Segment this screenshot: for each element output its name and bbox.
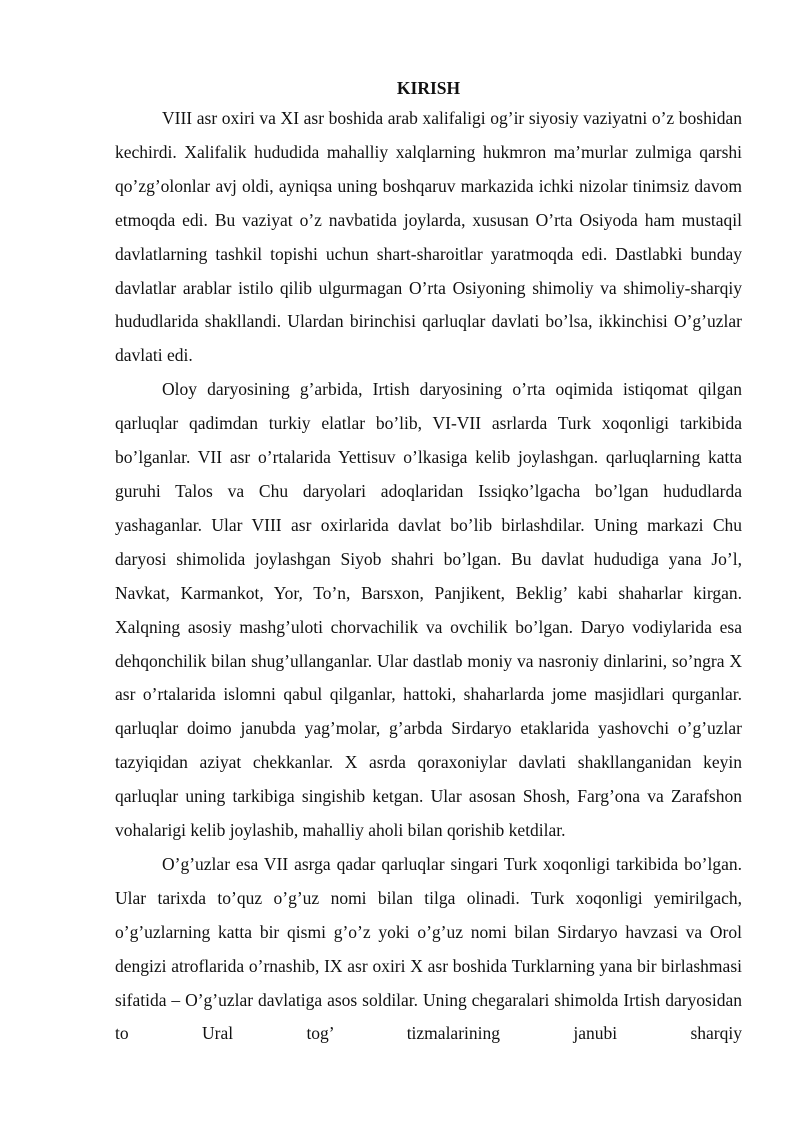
page-title: KIRISH bbox=[396, 78, 461, 98]
document-body bbox=[115, 74, 742, 1051]
paragraph-1: VIII asr oxiri va XI asr boshida arab xalifaligi og’ir siyosiy vaziyatni o’z boshidan kechirdi. Xalifalik hududida mahalliy xalqlarning hukmron ma’murlar zulmiga qarshi qo’zg’olonlar avj oldi, ayniqsa uning boshqaruv markazida ichki nizolar tinimsiz davom etmoqda edi. Bu vaziyat o’z navbatida joylarda, xususan O’rta Osiyoda ham mustaqil davlatlarning tashkil topishi uchun shart-sharoitlar yaratmoqda edi. Dastlabki bunday davlatlar arablar istilo qilib ulgurmagan O’rta Osiyoning shimoliy va shimoliy-sharqiy hududlarida shakllandi. Ulardan birinchisi qarluqlar davlati bo’lsa, ikkinchisi O’g’uzlar davlati edi. bbox=[115, 108, 742, 366]
paragraph-2: Oloy daryosining g’arbida, Irtish daryosining o’rta oqimida istiqomat qilgan qarluqlar qadimdan turkiy elatlar bo’lib, VI-VII asrlarda Turk xoqonligi tarkibida bo’lganlar. VII asr o’rtalarida Yettisuv o’lkasiga kelib joylashgan. qarluqlarning katta guruhi Talos va Chu daryolari adoqlaridan Issiqko’lgacha bo’lgan hududlarda yashaganlar. Ular VIII asr oxirlarida davlat bo’lib birlashdilar. Uning markazi Chu daryosi shimolida joylashgan Siyob shahri bo’lgan. Bu davlat hududiga yana Jo’l, Navkat, Karmankot, Yor, To’n, Barsxon, Panjikent, Beklig’ kabi shaharlar kirgan. Xalqning asosiy mashg’uloti chorvachilik va ovchilik bo’lgan. Daryo vodiylarida esa dehqonchilik bilan shug’ullanganlar. Ular dastlab moniy va nasroniy dinlarini, so’ngra X asr o’rtalarida islomni qabul qilganlar, hattoki, shaharlarda jome masjidlari qurganlar. qarluqlar doimo janubda yag’molar, g’arbda Sirdaryo etaklarida yashovchi o’g’uzlar tazyiqidan aziyat chekkanlar. X asrda qoraxoniylar davlati shakllanganidan keyin qarluqlar uning tarkibiga singishib ketgan. Ular asosan Shosh, Farg’ona va Zarafshon vohalarigi kelib joylashib, mahalliy aholi bilan qorishib ketdilar. bbox=[115, 379, 742, 841]
paragraph-3: O’g’uzlar esa VII asrga qadar qarluqlar singari Turk xoqonligi tarkibida bo’lgan. Ular tarixda to’quz o’g’uz nomi bilan tilga olinadi. Turk xoqonligi yemirilgach, o’g’uzlarning katta bir qismi g’o’z yoki o’g’uz nomi bilan Sirdaryo havzasi va Orol dengizi atroflarida o’rnashib, IX asr oxiri X asr boshida Turklarning yana bir birlashmasi sifatida – O’g’uzlar davlatiga asos soldilar. Uning chegaralari shimolda Irtish daryosidan to Ural tog’ tizmalarining janubi sharqiy bbox=[115, 853, 742, 1044]
